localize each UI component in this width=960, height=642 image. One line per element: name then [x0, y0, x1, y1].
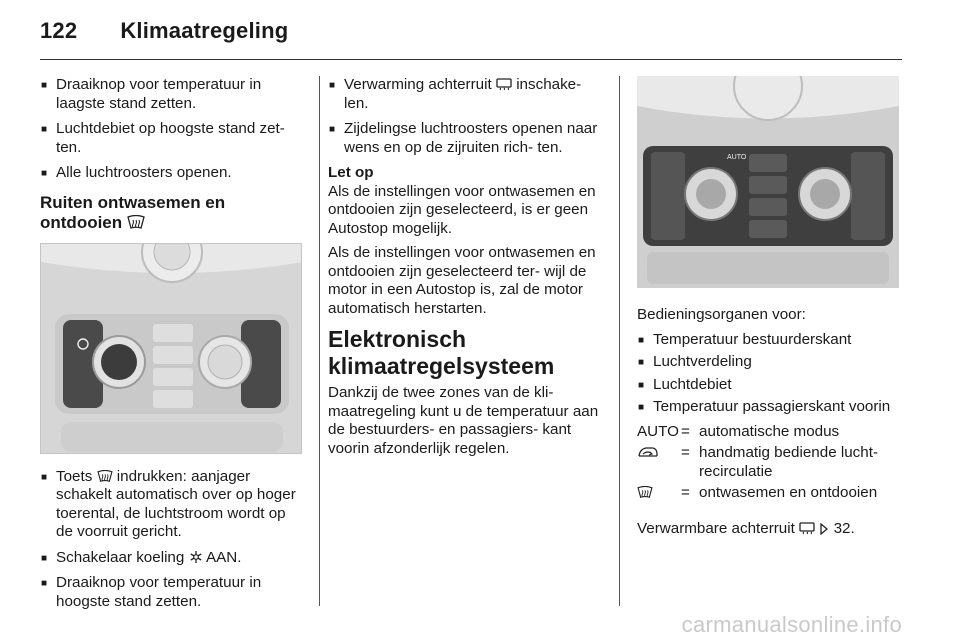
list-item: ■ Zijdelingse luchtroosters openen naar wens en op de zijruiten rich- ten. [328, 120, 606, 157]
definition-row: = handmatig bediende lucht- recirculatie [637, 444, 903, 481]
list-item: ■ Draaiknop voor temperatuur in hoogste stand zetten. [40, 574, 306, 611]
defrost-windscreen-icon [97, 470, 113, 483]
rear-window-heater-icon [496, 78, 512, 91]
cross-reference: Verwarmbare achterruit 32. [637, 519, 855, 537]
note-title: Let op [328, 164, 374, 181]
column-3 [637, 76, 903, 544]
climate-panel-photo-1 [40, 243, 302, 454]
note-paragraph: Als de instellingen voor ontwasemen en ontdooien zijn geselecteerd, is er geen Autostop mogelijk. [328, 182, 596, 237]
controls-label: Bedieningsorganen voor: [637, 306, 806, 323]
page-reference-arrow-icon[interactable] [819, 523, 829, 535]
intro-paragraph: Dankzij de twee zones van de kli- maatregeling kunt u de temperatuur aan de bestuurders- en passagiers- kant voorin afzonderlijk regelen. [328, 384, 599, 457]
list-item: ■ Luchtverdeling [637, 353, 903, 372]
controls-list [637, 331, 903, 417]
defrost-windscreen-icon [127, 215, 145, 230]
recirculation-icon [637, 445, 659, 459]
rear-window-heater-icon [799, 522, 815, 535]
list-item: ■ Verwarming achterruit inschake- len. [328, 76, 606, 113]
list-item: ■ Luchtdebiet op hoogste stand zet- ten. [40, 120, 306, 157]
list-item: ■ Schakelaar koeling AAN. [40, 549, 306, 568]
definition-key: AUTO [637, 422, 679, 440]
column-divider-1 [319, 76, 320, 606]
list-item: ■ Temperatuur bestuurderskant [637, 331, 903, 350]
defrost-windscreen-icon [637, 486, 653, 499]
list-item: ■ Temperatuur passagierskant voorin [637, 398, 903, 417]
note-paragraph: Als de instellingen voor ontwasemen en ontdooien zijn geselecteerd ter- wijl de motor in een Autostop is, zal de motor automatisch herstarten. [328, 244, 596, 317]
definition-row: = ontwasemen en ontdooien [637, 484, 903, 503]
column-2 [328, 76, 606, 464]
snowflake-icon [189, 550, 203, 564]
page-header [40, 18, 288, 44]
header-rule [40, 59, 902, 60]
climate-panel-photo-2 [637, 76, 899, 288]
bullet-list-bottom [40, 468, 306, 612]
watermark: carmanualsonline.info [681, 612, 902, 637]
auto-button-label: AUTO [727, 154, 747, 161]
page-number: 122 [40, 18, 78, 43]
list-item: ■ Luchtdebiet [637, 376, 903, 395]
list-item: ■ Draaiknop voor temperatuur in laagste stand zetten. [40, 76, 306, 113]
list-item: ■ Toets indrukken: aanjager schakelt automatisch over op hoger toerental, de luchtstroom wordt op de voorruit gericht. [40, 468, 306, 542]
section-heading: Ruiten ontwasemen en ontdooien [40, 192, 226, 232]
cross-reference-page[interactable]: 32. [833, 519, 855, 537]
bullet-list [328, 76, 606, 157]
page-title: Klimaatregeling [120, 18, 289, 43]
list-item: ■ Alle luchtroosters openen. [40, 164, 306, 183]
definition-list [637, 423, 903, 503]
column-divider-2 [619, 76, 620, 606]
section-heading: Elektronisch klimaatregelsysteem [328, 326, 555, 379]
definition-row: AUTO = automatische modus [637, 423, 903, 442]
column-1 [40, 76, 306, 618]
bullet-list-top [40, 76, 306, 183]
definition-value: ontwasemen en ontdooien [699, 484, 878, 501]
definition-value: handmatig bediende lucht- recirculatie [699, 444, 879, 480]
definition-value: automatische modus [699, 422, 840, 440]
